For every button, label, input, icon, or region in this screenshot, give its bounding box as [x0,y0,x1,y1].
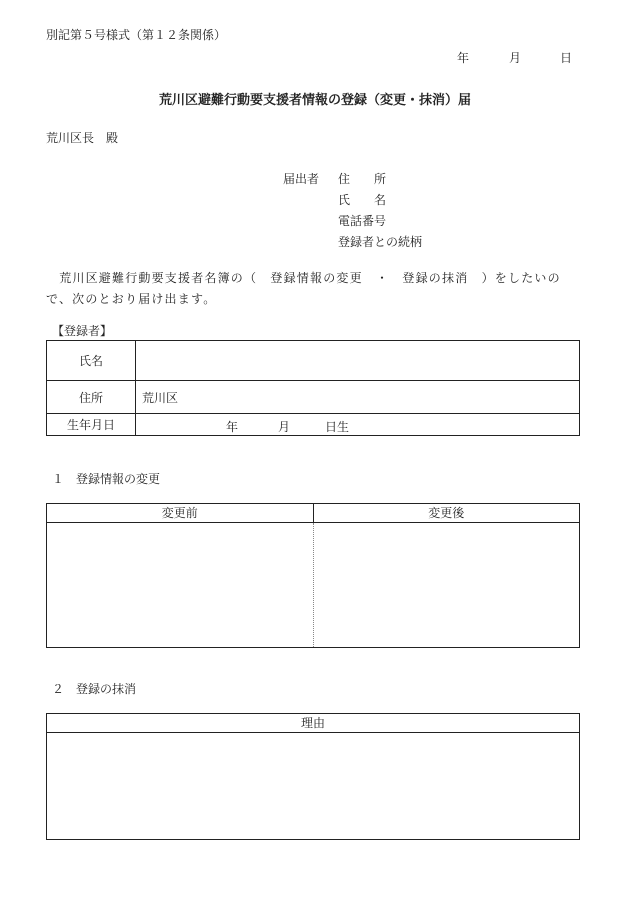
dob-year-label: 年 [226,420,239,434]
applicant-phone-label: 電話番号 [338,214,387,228]
date-year-label: 年 [457,51,470,65]
form-number: 別記第５号様式（第１２条関係） [46,28,227,42]
registrant-dob-label: 生年月日 [47,414,136,436]
registrant-address-value: 荒川区 [142,390,179,405]
section2-heading: ２ 登録の抹消 [52,682,137,696]
request-statement: 荒川区避難行動要支援者名簿の（ 登録情報の変更 ・ 登録の抹消 ）をしたいので、次のとおり届け出ます。 [46,271,561,306]
change-info-box [46,503,580,648]
registrant-address-field[interactable] [136,381,580,414]
deletion-box [46,713,580,840]
registrant-name-label: 氏名 [47,341,136,381]
section1-heading: １ 登録情報の変更 [52,472,161,486]
before-change-header: 変更前 [161,506,198,520]
before-change-field[interactable] [47,523,313,647]
registrant-table [46,340,580,436]
after-change-field[interactable] [313,523,580,647]
registrant-heading: 【登録者】 [52,324,113,338]
registrant-address-label: 住所 [47,381,136,414]
date-month-label: 月 [509,51,522,65]
dob-month-label: 月 [278,420,291,434]
applicant-name-label: 氏 名 [338,193,387,207]
date-day-label: 日 [560,51,573,65]
applicant-relation-label: 登録者との続柄 [338,235,423,249]
registrant-name-field[interactable] [136,341,580,381]
document-title: 荒川区避難行動要支援者情報の登録（変更・抹消）届 [158,93,471,108]
registrant-dob-field[interactable] [136,414,580,436]
after-change-header: 変更後 [313,504,580,522]
applicant-address-label: 住 所 [338,172,387,186]
reason-field[interactable] [47,733,579,839]
dob-day-label: 日生 [325,420,350,434]
reason-header: 理由 [300,716,325,730]
applicant-label: 届出者 [283,172,320,186]
addressee: 荒川区長 殿 [46,131,119,145]
